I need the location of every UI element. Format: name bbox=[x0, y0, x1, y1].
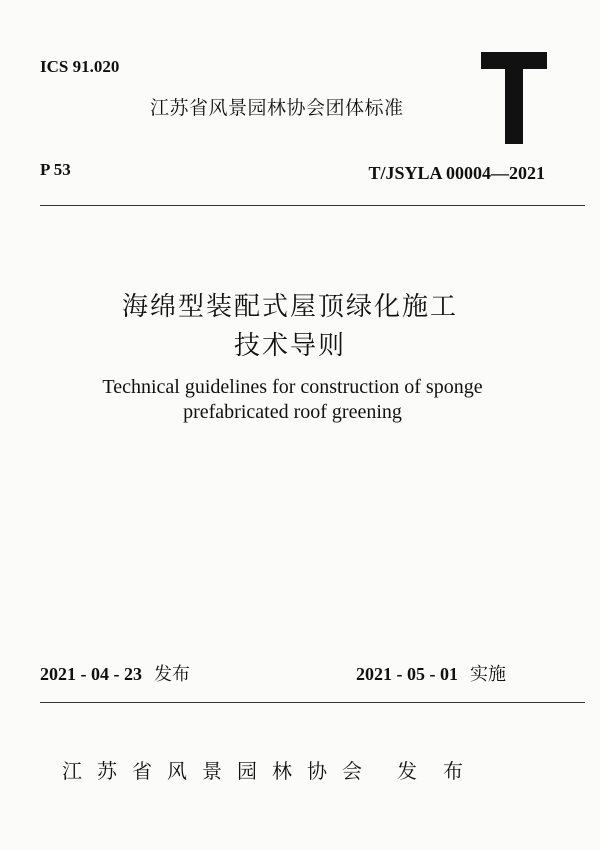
publisher-line bbox=[62, 755, 489, 784]
classification-code: P 53 bbox=[40, 160, 71, 179]
implement-date: 2021 - 05 - 01 bbox=[356, 664, 458, 684]
title-cn-line2: 技术导则 bbox=[233, 331, 346, 361]
publisher-name: 江苏省风景园林协会 bbox=[62, 759, 377, 783]
title-cn-line1: 海绵型装配式屋顶绿化施工 bbox=[121, 292, 458, 322]
publish-action: 发布 bbox=[397, 759, 489, 783]
title-en-line1: Technical guidelines for construction of sponge bbox=[102, 376, 483, 398]
standard-number: T/JSYLA 00004—2021 bbox=[368, 163, 545, 183]
implement-date-block bbox=[356, 660, 506, 686]
ics-code: ICS 91.020 bbox=[40, 57, 120, 76]
issue-date-block bbox=[40, 660, 190, 686]
issue-label: 发布 bbox=[154, 664, 190, 685]
issue-date: 2021 - 04 - 23 bbox=[40, 664, 142, 684]
implement-label: 实施 bbox=[470, 664, 506, 685]
category-letter-mark bbox=[481, 52, 547, 144]
bottom-divider bbox=[40, 702, 585, 703]
title-en-line2: prefabricated roof greening bbox=[183, 401, 402, 423]
top-divider bbox=[40, 205, 585, 206]
standard-type: 江苏省风景园林协会团体标准 bbox=[150, 97, 404, 119]
